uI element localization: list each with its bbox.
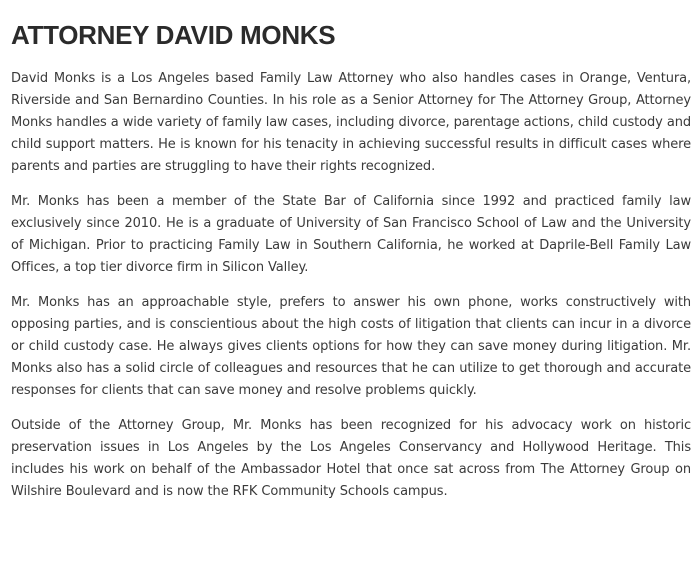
article-body [11,68,691,503]
paragraph-advocacy: Outside of the Attorney Group, Mr. Monks has been recognized for his advocacy work on historic preservation issues in Los Angeles by the Los Angeles Conservancy and Hollywood Heritage. This includes his work on behalf of the Ambassador Hotel that once sat across from The Attorney Group on Wilshire Boulevard and is now the RFK Community Schools campus. [11,418,691,499]
page-title: ATTORNEY DAVID MONKS [11,20,336,50]
paragraph-intro: David Monks is a Los Angeles based Family Law Attorney who also handles cases in Orange, Ventura, Riverside and San Bernardino Counties. In his role as a Senior Attorney for The Attorney Group, Attorney Monks handles a wide variety of family law cases, including divorce, parentage actions, child custody and child support matters. He is known for his tenacity in achieving successful results in difficult cases where parents and parties are struggling to have their rights recognized. [11,71,691,174]
article [11,0,691,516]
paragraph-style: Mr. Monks has an approachable style, prefers to answer his own phone, works constructively with opposing parties, and is conscientious about the high costs of litigation that clients can incur in a divorce or child custody case. He always gives clients options for how they can save money during litigation. Mr. Monks also has a solid circle of colleagues and resources that he can utilize to get thorough and accurate responses for clients that can save money and resolve problems quickly. [11,295,691,398]
paragraph-credentials: Mr. Monks has been a member of the State Bar of California since 1992 and practiced family law exclusively since 2010. He is a graduate of University of San Francisco School of Law and the University of Michigan. Prior to practicing Family Law in Southern California, he worked at Daprile-Bell Family Law Offices, a top tier divorce firm in Silicon Valley. [11,194,691,275]
